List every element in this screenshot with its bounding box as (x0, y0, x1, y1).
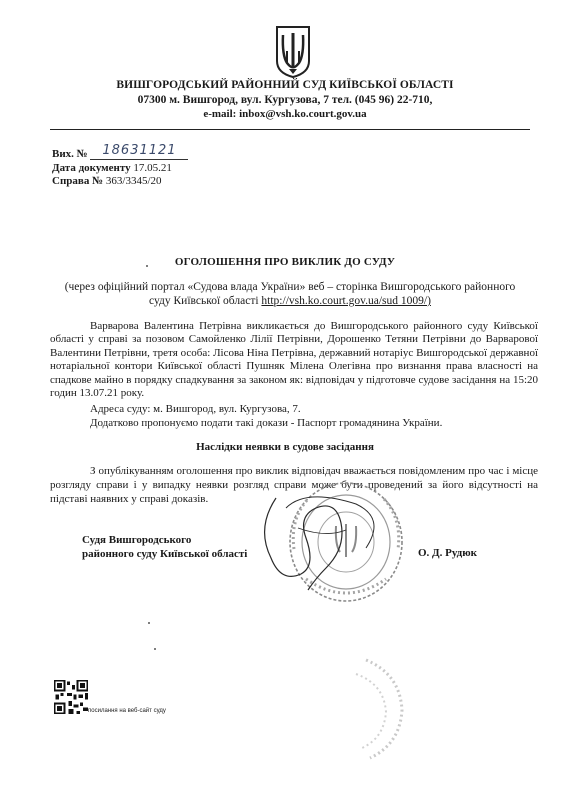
judge-title-line1: Судя Вишгородського (82, 534, 192, 546)
announcement-title: ОГОЛОШЕННЯ ПРО ВИКЛИК ДО СУДУ (174, 256, 396, 268)
outgoing-number-field (90, 145, 188, 160)
evidence-line: Додатково пропонуємо подати такі докази - Паспорт громадянина України. (90, 417, 443, 429)
court-email-link[interactable]: inbox@vsh.ko.court.gov.ua (239, 108, 367, 120)
judge-title-line2: районного суду Київської області (82, 548, 248, 560)
judge-title (82, 533, 247, 561)
summons-body (50, 320, 538, 400)
consequences-title: Наслідки неявки в судове засідання (196, 441, 374, 453)
portal-text: (через офіційний портал «Судова влада України» веб – сторінка Вишгородського районного суду Київської області (64, 281, 516, 307)
portal-link[interactable]: http://vsh.ko.court.gov.ua/sud 1009/) (261, 295, 431, 307)
outgoing-number: 18631121 (102, 143, 177, 158)
summons-paragraph: Варварова Валентина Петрівна викликається до Вишгородського районного суду Київської області у справі за позовом Самойленко Лілії Петрівни, Дорошенко Тетяни Петрівни до Варварової Валентини Петрівни, третя особа: Лісова Ніна Петрівна, державний нотаріус Вишгородської державної нотаріальної контори Київської області Пушняк Мілена Олегівна про визнання права власності на спадкове майно в порядку спадкування за законом як: відповідач у підготовче судове засідання на 15:20 годин 13.07.21 року. (50, 320, 538, 400)
court-address: 07300 м. Вишгород, вул. Кургузова, 7 тел. (045 96) 22-710, (137, 94, 433, 106)
scan-speck (154, 648, 156, 650)
case-label: Справа № (52, 175, 104, 187)
outgoing-number-line (52, 145, 188, 160)
case-number-line (52, 175, 162, 187)
document-date-line (52, 162, 172, 174)
court-address-line: Адреса суду: м. Вишгород, вул. Кургузова, 7. (90, 403, 301, 415)
scan-speck (146, 265, 148, 267)
faint-stamp-mark (296, 654, 408, 766)
court-email-line (0, 108, 570, 120)
email-label: e-mail: (203, 108, 237, 120)
judge-name: О. Д. Рудюк (418, 547, 477, 559)
court-name: ВИШГОРОДСЬКИЙ РАЙОННИЙ СУД КИЇВСЬКОЇ ОБЛАСТІ (116, 79, 454, 91)
outgoing-label: Вих. № (52, 148, 88, 160)
portal-note (60, 280, 520, 308)
header-divider (50, 129, 530, 130)
case-number: 363/3345/20 (105, 175, 162, 187)
qr-code-icon[interactable] (54, 680, 88, 714)
coat-of-arms-icon (275, 25, 311, 79)
consequences-paragraph: З опублікуванням оголошення про виклик відповідач вважається повідомленим про час і місце розгляду справи і у випадку неявки розгляд справи може бути проведений за його відсутності на підставі наявних у справі доказів. (50, 465, 538, 505)
scan-speck (148, 622, 150, 624)
date-label: Дата документу (52, 162, 131, 174)
judge-signature (246, 478, 396, 598)
qr-caption: посилання на веб-сайт суду (88, 708, 166, 714)
document-date: 17.05.21 (133, 162, 172, 174)
